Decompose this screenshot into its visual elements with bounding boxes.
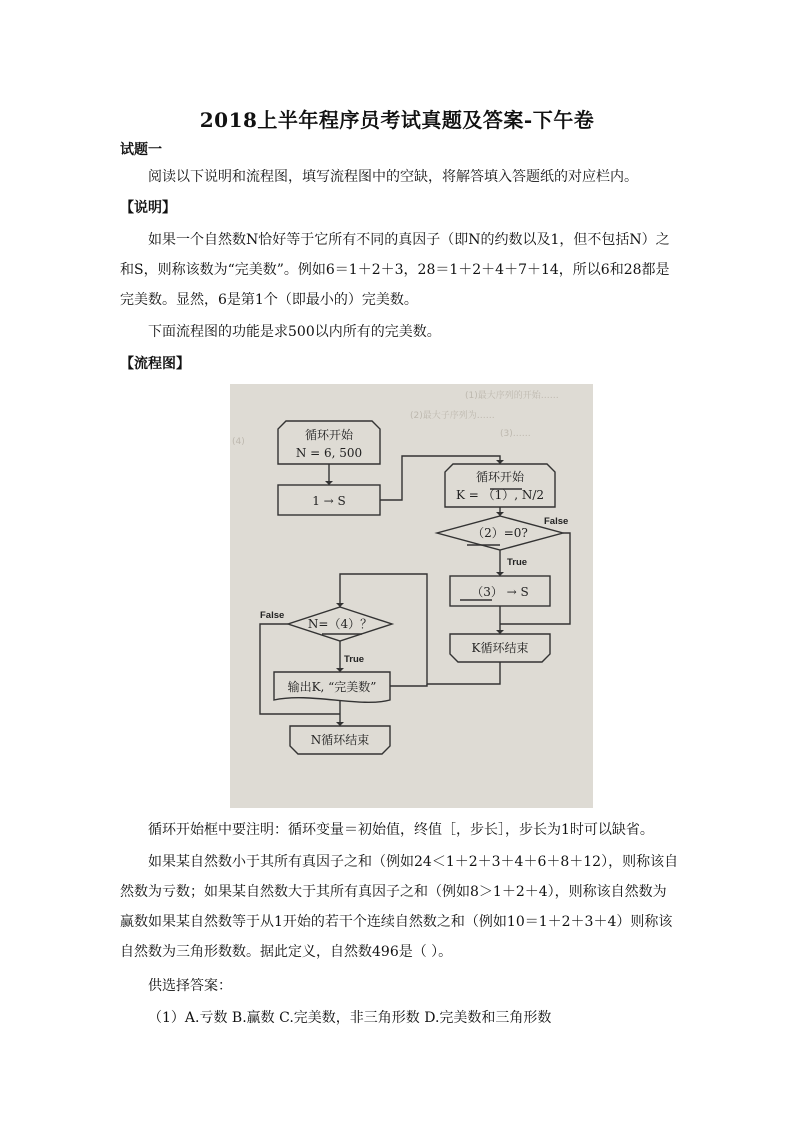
bleed-through-text: (2)最大子序列为…… [410,411,495,421]
outer-condition-label: N=（4）？ [307,617,373,631]
options-line: （1）A.亏数 B.赢数 C.完美数，非三角形数 D.完美数和三角形数 [148,1010,552,1026]
description-heading: 【说明】 [120,200,176,216]
bleed-through-text: (3)…… [500,429,531,439]
description-line: 和S，则称该数为“完美数”。例如6＝1＋2＋3，28＝1＋2＋4＋7＋14，所以6和28都是 [120,262,670,278]
output-label: 输出K, “完美数” [287,680,377,694]
instruction-text: 阅读以下说明和流程图，填写流程图中的空缺，将解答填入答题纸的对应栏内。 [148,169,638,185]
outer-true-label: True [344,654,365,665]
flowchart-heading: 【流程图】 [120,356,190,372]
note-line: 然数为亏数；如果某自然数大于其所有真因子之和（例如8＞1＋2＋4），则称该自然数为 [120,884,667,900]
inner-false-label: False [544,516,569,527]
bleed-through-text: (1)最大序列的开始…… [465,391,559,401]
section-heading: 试题一 [120,142,162,158]
flowchart-diagram [230,384,593,808]
note-line: 循环开始框中要注明：循环变量＝初始值，终值［，步长］，步长为1时可以缺省。 [148,822,654,838]
description-line: 如果一个自然数N恰好等于它所有不同的真因子（即N的约数以及1，但不包括N）之 [148,232,670,248]
outer-loop-range: N = 6, 500 [295,446,363,460]
options-label: 供选择答案： [148,978,232,994]
inner-condition-label: （2）=0? [472,526,528,540]
description-line: 下面流程图的功能是求500以内所有的完美数。 [148,324,441,340]
outer-loop-end-label: N循环结束 [310,733,370,747]
init-assign-label: 1 → S [312,494,346,508]
bleed-through-text: (4) [232,437,245,447]
outer-loop-start-label: 循环开始 [304,428,354,442]
inner-loop-range: K = （1）, N/2 [455,488,545,502]
inner-loop-end-label: K循环结束 [471,641,529,655]
page-title: 2018上半年程序员考试真题及答案-下午卷 [199,108,595,132]
note-line: 如果某自然数小于其所有真因子之和（例如24＜1＋2＋3＋4＋6＋8＋12），则称该自 [148,854,679,870]
inner-loop-start-label: 循环开始 [475,470,525,484]
accumulate-label: （3） → S [471,585,529,599]
outer-false-label: False [260,610,285,621]
note-line: 赢数如果某自然数等于从1开始的若干个连续自然数之和（例如10＝1＋2＋3＋4）则称该 [120,914,673,930]
flowchart-photo [230,384,593,808]
description-line: 完美数。显然，6是第1个（即最小的）完美数。 [120,292,418,308]
inner-true-label: True [507,557,528,568]
question-line: 自然数为三角形数数。据此定义，自然数496是（ ）。 [120,944,453,960]
